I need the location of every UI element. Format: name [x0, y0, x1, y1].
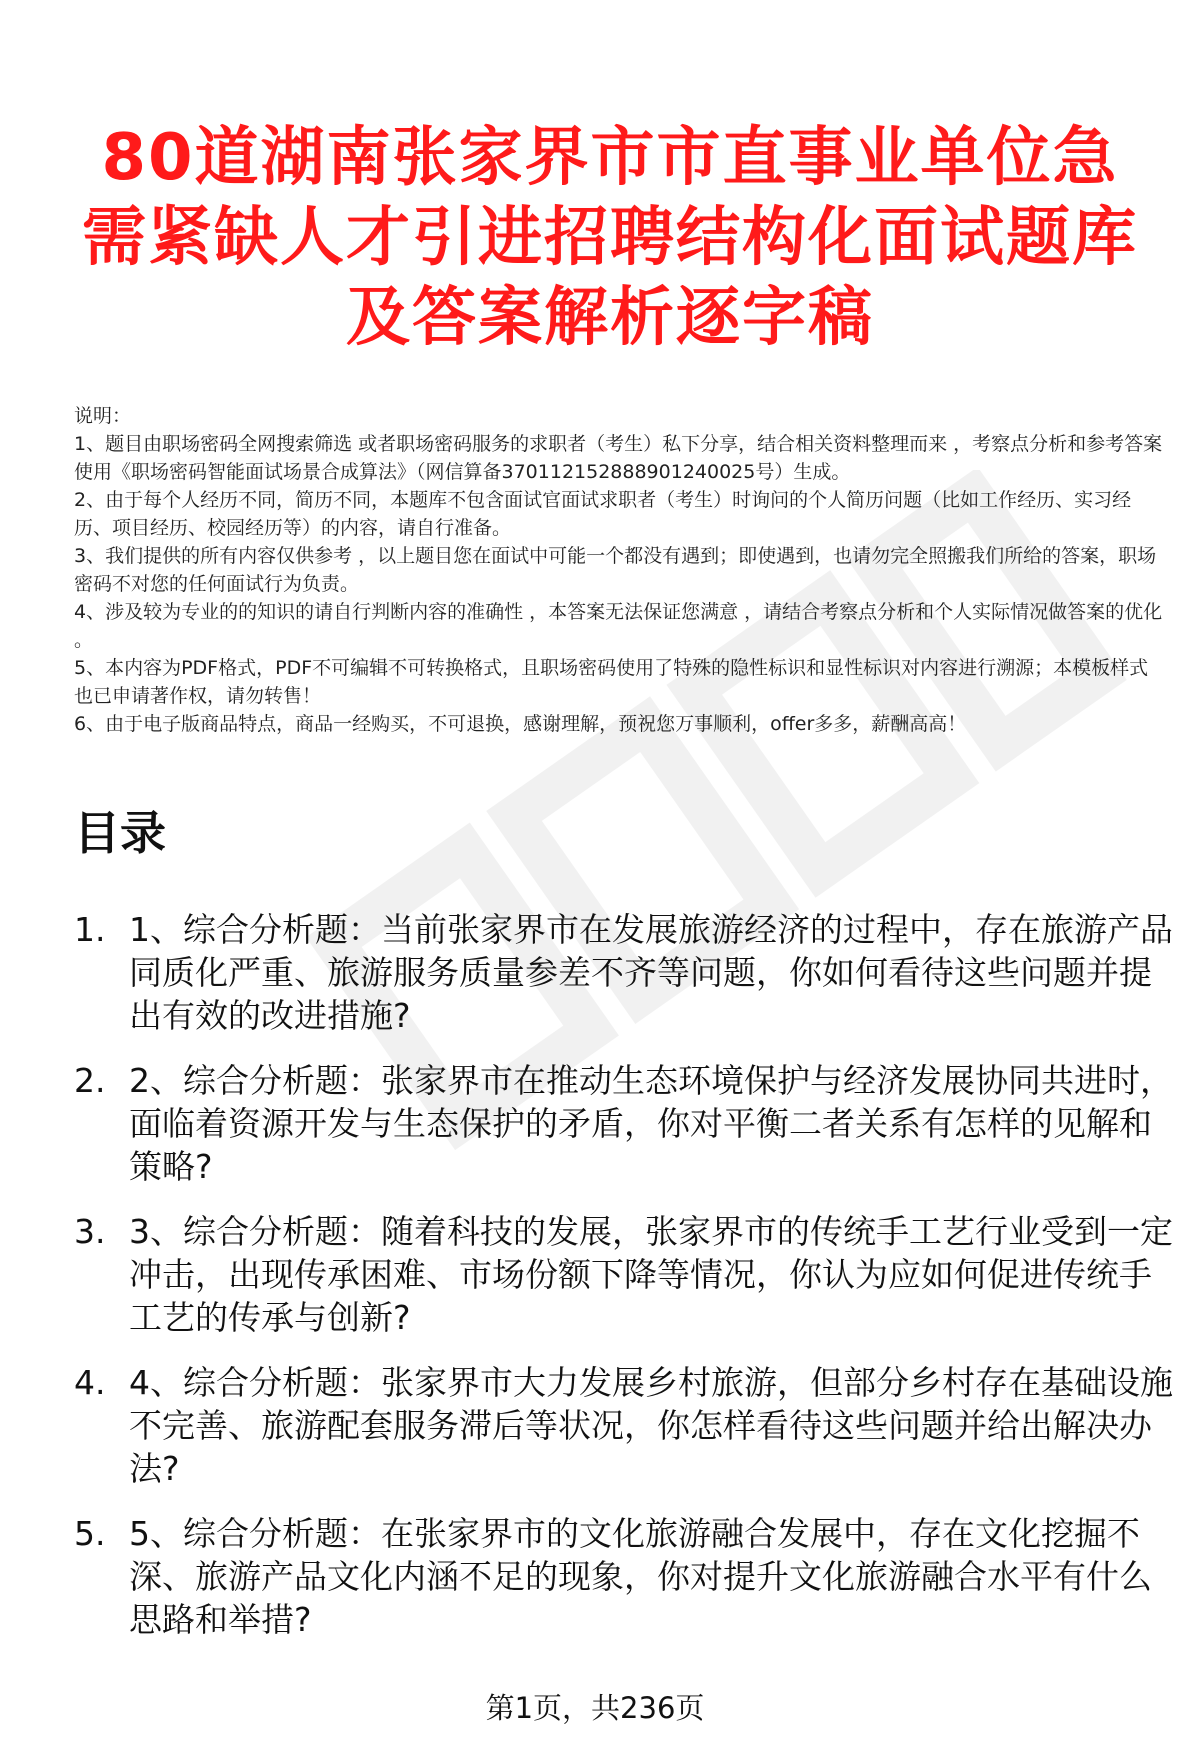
toc-item[interactable]: [74, 1512, 1174, 1641]
toc-item[interactable]: [74, 1059, 1174, 1188]
toc-item-number: 2.: [74, 1061, 106, 1100]
page-number-footer: 第1页，共236页: [485, 1691, 705, 1725]
toc-item[interactable]: [74, 908, 1174, 1037]
note-item: 4、涉及较为专业的的知识的请自行判断内容的准确性 ，本答案无法保证您满意 ，请结合考察点分析和个人实际情况做答案的优化 。: [74, 601, 1163, 651]
toc-item-text: 1、综合分析题：当前张家界市在发展旅游经济的过程中，存在旅游产品同质化严重、旅游服务质量参差不齐等问题，你如何看待这些问题并提出有效的改进措施?: [129, 910, 1173, 1035]
toc-item-text: 3、综合分析题：随着科技的发展，张家界市的传统手工艺行业受到一定冲击，出现传承困难、市场份额下降等情况，你认为应如何促进传统手工艺的传承与创新?: [129, 1212, 1173, 1337]
note-item: 1、题目由职场密码全网搜索筛选 或者职场密码服务的求职者（考生）私下分享，结合相关资料整理而来 ，考察点分析和参考答案使用《职场密码智能面试场景合成算法》（网信算备370112152888901240025号）生成。: [74, 433, 1163, 483]
notes-heading: 说明：: [74, 405, 132, 427]
toc-item-number: 4.: [74, 1363, 106, 1402]
toc-list: [74, 908, 1174, 1663]
document-title: 80道湖南张家界市市直事业单位急需紧缺人才引进招聘结构化面试题库及答案解析逐字稿: [82, 121, 1138, 355]
toc-item[interactable]: [74, 1210, 1174, 1339]
notes-section: [74, 402, 1164, 738]
toc-item-text: 4、综合分析题：张家界市大力发展乡村旅游，但部分乡村存在基础设施不完善、旅游配套服务滞后等状况，你怎样看待这些问题并给出解决办法?: [129, 1363, 1173, 1488]
toc-item-number: 3.: [74, 1212, 106, 1251]
toc-item-number: 5.: [74, 1514, 106, 1553]
toc-item-text: 5、综合分析题：在张家界市的文化旅游融合发展中，存在文化挖掘不深、旅游产品文化内涵不足的现象，你对提升文化旅游融合水平有什么思路和举措?: [129, 1514, 1152, 1639]
note-item: 6、由于电子版商品特点，商品一经购买，不可退换，感谢理解，预祝您万事顺利，offer多多，薪酬高高！: [74, 713, 967, 735]
toc-item[interactable]: [74, 1361, 1174, 1490]
toc-item-number: 1.: [74, 910, 106, 949]
note-item: 3、我们提供的所有内容仅供参考 ，以上题目您在面试中可能一个都没有遇到；即使遇到，也请勿完全照搬我们所给的答案，职场密码不对您的任何面试行为负责。: [74, 545, 1157, 595]
note-item: 5、本内容为PDF格式，PDF不可编辑不可转换格式，且职场密码使用了特殊的隐性标识和显性标识对内容进行溯源；本模板样式也已申请著作权，请勿转售！: [74, 657, 1149, 707]
toc-item-text: 2、综合分析题：张家界市在推动生态环境保护与经济发展协同共进时，面临着资源开发与生态保护的矛盾，你对平衡二者关系有怎样的见解和策略?: [129, 1061, 1173, 1186]
note-item: 2、由于每个人经历不同，简历不同，本题库不包含面试官面试求职者（考生）时询问的个人简历问题（比如工作经历、实习经历、项目经历、校园经历等）的内容，请自行准备。: [74, 489, 1132, 539]
toc-heading: 目录: [74, 806, 166, 860]
